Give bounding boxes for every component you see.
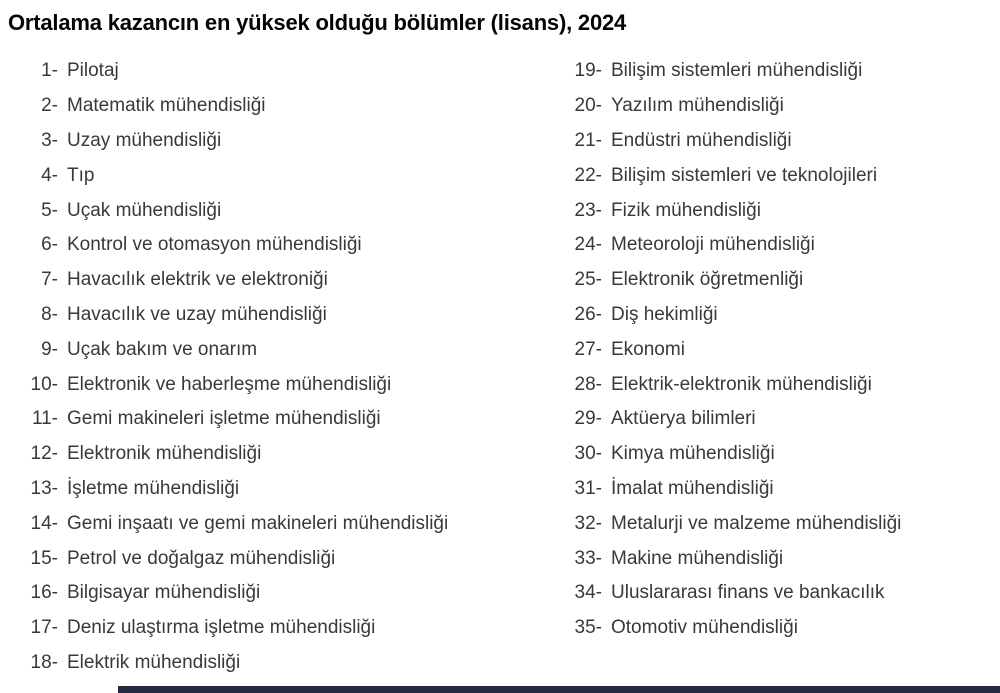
list-item [16, 611, 556, 646]
item-number: 22- [574, 164, 602, 186]
list-item [16, 541, 556, 576]
list-item [16, 158, 556, 193]
item-label: Tıp [67, 164, 95, 186]
item-number: 9- [41, 338, 58, 360]
list-item [566, 54, 996, 89]
item-number: 16- [30, 582, 58, 604]
item-number: 8- [41, 303, 58, 325]
list-item [16, 506, 556, 541]
item-label: Matematik mühendisliği [67, 95, 266, 117]
item-label: Uzay mühendisliği [67, 129, 222, 151]
list-item [566, 228, 996, 263]
item-label: Gemi inşaatı ve gemi makineleri mühendisliği [67, 512, 449, 534]
item-label: Uluslararası finans ve bankacılık [611, 582, 885, 604]
item-number: 25- [574, 269, 602, 291]
item-label: Havacılık elektrik ve elektroniği [67, 269, 328, 291]
item-number: 2- [41, 95, 58, 117]
list-item [566, 124, 996, 159]
list-item [566, 89, 996, 124]
item-label: Meteoroloji mühendisliği [611, 234, 815, 256]
list-item [566, 332, 996, 367]
item-label: Diş hekimliği [611, 303, 718, 325]
item-label: Fizik mühendisliği [611, 199, 761, 221]
item-number: 35- [574, 617, 602, 639]
item-number: 12- [30, 443, 58, 465]
item-label: Gemi makineleri işletme mühendisliği [67, 408, 381, 430]
item-number: 27- [574, 338, 602, 360]
list-item [566, 158, 996, 193]
list-item [16, 332, 556, 367]
item-label: Makine mühendisliği [611, 547, 784, 569]
list-item [566, 576, 996, 611]
list-item [16, 124, 556, 159]
item-label: Uçak bakım ve onarım [67, 338, 258, 360]
item-label: İşletme mühendisliği [67, 477, 240, 499]
list-item [566, 367, 996, 402]
item-label: Kontrol ve otomasyon mühendisliği [67, 234, 362, 256]
item-label: Otomotiv mühendisliği [611, 617, 798, 639]
item-number: 31- [574, 477, 602, 499]
item-number: 10- [30, 373, 58, 395]
item-label: Deniz ulaştırma işletme mühendisliği [67, 617, 376, 639]
item-number: 19- [574, 60, 602, 82]
department-column-left [16, 54, 556, 680]
list-item [566, 263, 996, 298]
department-column-right [566, 54, 996, 646]
item-number: 11- [31, 408, 58, 430]
item-label: Ekonomi [611, 338, 685, 360]
list-item [16, 89, 556, 124]
item-label: Bilişim sistemleri mühendisliği [611, 60, 863, 82]
item-number: 20- [574, 95, 602, 117]
item-number: 34- [574, 582, 602, 604]
list-item [566, 402, 996, 437]
item-number: 3- [41, 129, 58, 151]
item-number: 29- [574, 408, 602, 430]
item-label: Petrol ve doğalgaz mühendisliği [67, 547, 336, 569]
item-label: Elektrik-elektronik mühendisliği [611, 373, 872, 395]
item-label: Pilotaj [67, 60, 119, 82]
item-number: 28- [574, 373, 602, 395]
item-label: Elektronik mühendisliği [67, 443, 262, 465]
item-label: Kimya mühendisliği [611, 443, 775, 465]
item-number: 14- [30, 512, 58, 534]
list-item [16, 367, 556, 402]
item-number: 1- [41, 60, 58, 82]
list-item [16, 472, 556, 507]
item-number: 33- [574, 547, 602, 569]
list-item [566, 193, 996, 228]
item-number: 23- [574, 199, 602, 221]
list-item [16, 576, 556, 611]
item-label: Uçak mühendisliği [67, 199, 222, 221]
item-label: Metalurji ve malzeme mühendisliği [611, 512, 902, 534]
list-item [16, 646, 556, 681]
item-label: Elektronik ve haberleşme mühendisliği [67, 373, 392, 395]
item-label: İmalat mühendisliği [611, 477, 774, 499]
item-number: 26- [574, 303, 602, 325]
list-item [566, 298, 996, 333]
item-number: 15- [30, 547, 58, 569]
item-number: 21- [574, 129, 602, 151]
item-number: 24- [574, 234, 602, 256]
item-label: Havacılık ve uzay mühendisliği [67, 303, 327, 325]
list-item [566, 541, 996, 576]
item-number: 18- [30, 651, 58, 673]
list-item [16, 263, 556, 298]
list-item [16, 228, 556, 263]
item-label: Aktüerya bilimleri [611, 408, 756, 430]
item-number: 17- [30, 617, 58, 639]
list-item [566, 611, 996, 646]
list-item [16, 54, 556, 89]
list-item [566, 472, 996, 507]
list-item [566, 506, 996, 541]
item-label: Bilgisayar mühendisliği [67, 582, 261, 604]
list-item [566, 437, 996, 472]
list-item [16, 193, 556, 228]
item-number: 32- [574, 512, 602, 534]
item-number: 6- [41, 234, 58, 256]
list-item [16, 437, 556, 472]
bottom-partial-bar [118, 686, 1000, 693]
page-title: Ortalama kazancın en yüksek olduğu bölümler (lisans), 2024 [8, 10, 627, 35]
item-number: 13- [30, 477, 58, 499]
item-label: Yazılım mühendisliği [611, 95, 784, 117]
item-number: 4- [41, 164, 58, 186]
item-number: 30- [574, 443, 602, 465]
item-label: Endüstri mühendisliği [611, 129, 792, 151]
item-label: Elektronik öğretmenliği [611, 269, 804, 291]
list-item [16, 298, 556, 333]
item-label: Elektrik mühendisliği [67, 651, 241, 673]
item-number: 5- [41, 199, 58, 221]
item-number: 7- [41, 269, 58, 291]
item-label: Bilişim sistemleri ve teknolojileri [611, 164, 878, 186]
list-item [16, 402, 556, 437]
